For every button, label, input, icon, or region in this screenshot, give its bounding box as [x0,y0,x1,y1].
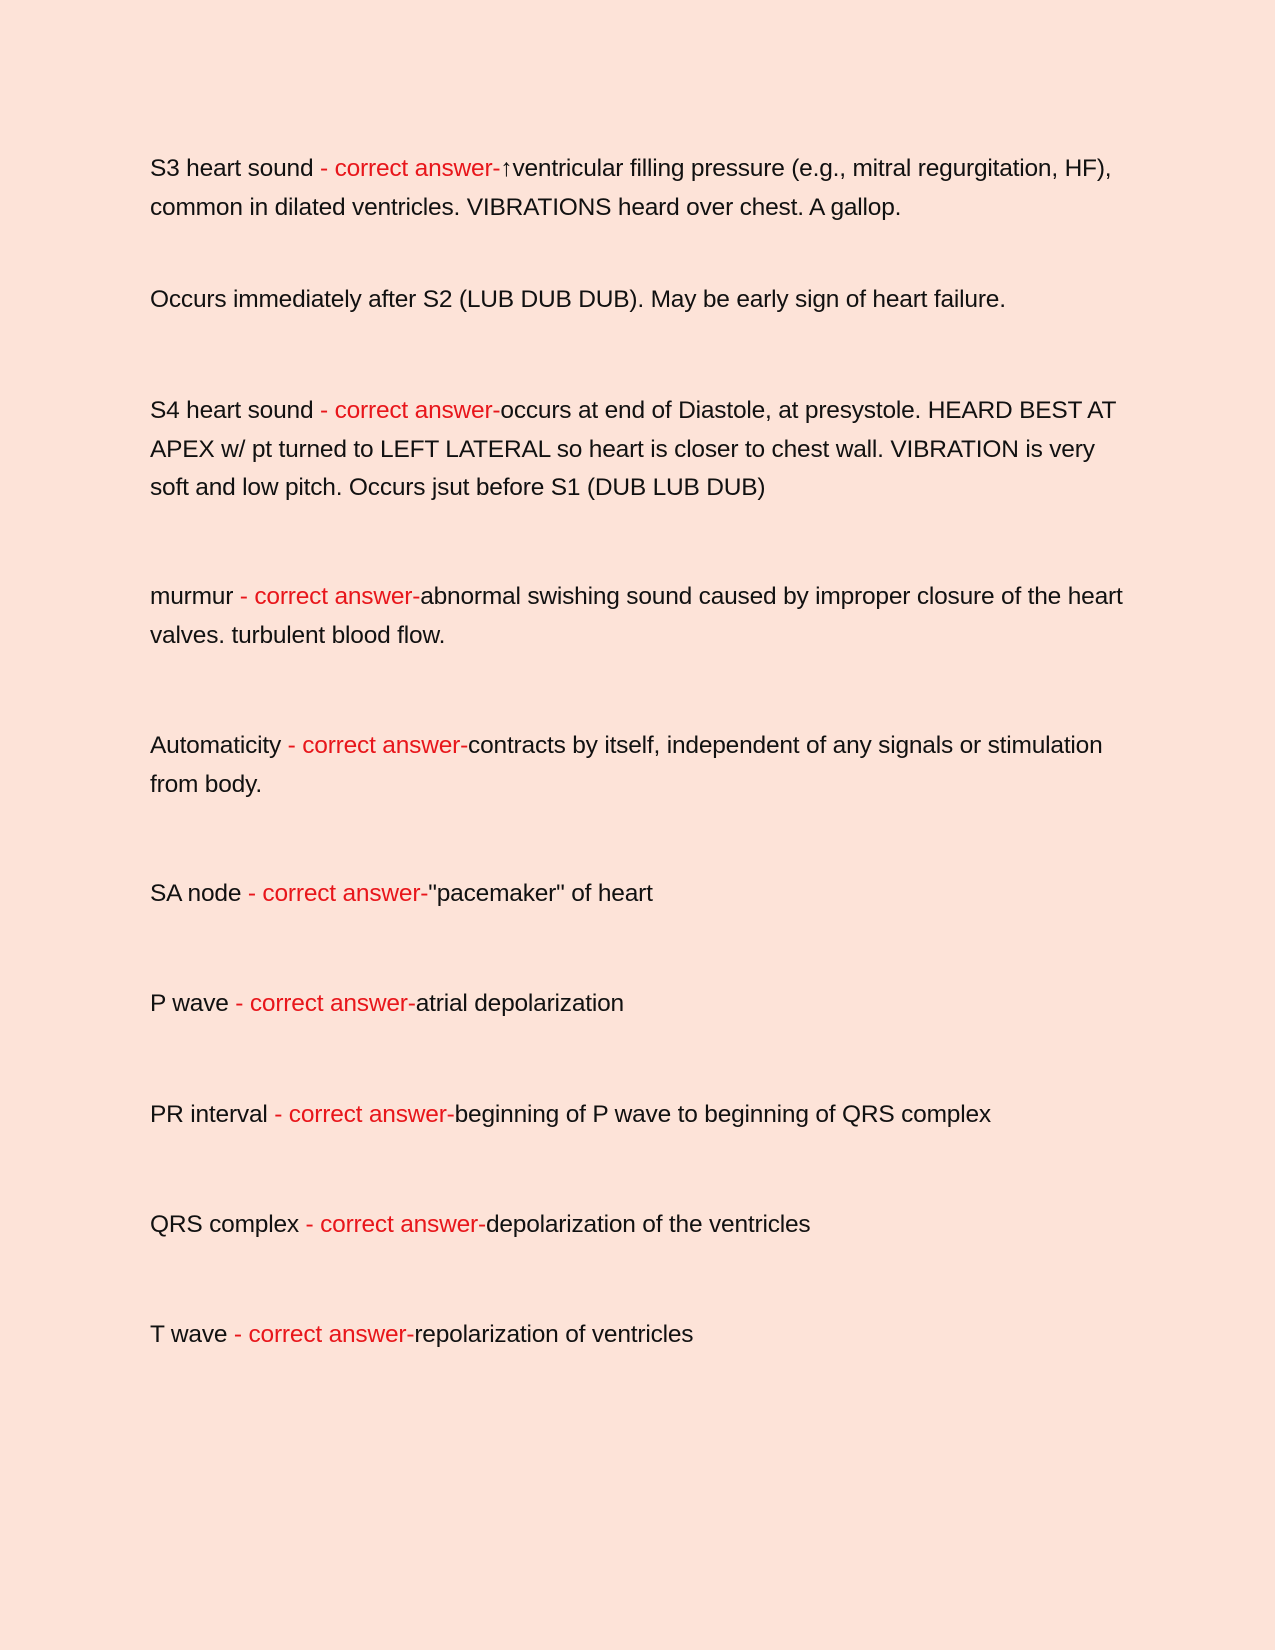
entry-term: SA node [150,880,242,907]
entry-term: S3 heart sound [150,155,314,182]
entry-definition: abnormal swishing sound caused by improper closure of the heart valves. turbulent blood flow. [150,583,1123,649]
answer-separator: - correct answer- [298,1211,486,1238]
answer-separator: - correct answer- [227,1321,415,1348]
entry-definition: contracts by itself, independent of any signals or stimulation from body. [150,732,1103,798]
entry-term: QRS complex [150,1211,299,1238]
entry-definition: occurs at end of Diastole, at presystole. HEARD BEST AT APEX w/ pt turned to LEFT LATERAL so heart is closer to chest wall. VIBRATION is very soft and low pitch. Occurs jsut before S1 (DUB LUB DUB) [150,397,1116,501]
entry-term: T wave [150,1321,228,1348]
entry-definition-continued: Occurs immediately after S2 (LUB DUB DUB). May be early sign of heart failure. [150,286,1006,313]
entry-qrs-complex [150,1206,1135,1245]
entry-s3-heart-sound [150,150,1135,227]
answer-separator: - correct answer- [267,1101,455,1128]
entry-definition: ↑ventricular filling pressure (e.g., mitral regurgitation, HF), common in dilated ventricles. VIBRATIONS heard over chest. A gallop. [150,155,1112,221]
entry-murmur [150,578,1135,655]
answer-separator: - correct answer- [228,990,416,1017]
entry-term: Automaticity [150,732,282,759]
answer-separator: - correct answer- [233,583,421,610]
entry-s3-extra [150,281,1135,320]
entry-term: PR interval [150,1101,268,1128]
entry-definition: repolarization of ventricles [414,1321,694,1348]
entry-term: P wave [150,990,229,1017]
answer-separator: - correct answer- [313,397,501,424]
entry-definition: beginning of P wave to beginning of QRS complex [454,1101,991,1128]
answer-separator: - correct answer- [241,880,429,907]
entry-term: S4 heart sound [150,397,314,424]
answer-separator: - correct answer- [313,155,501,182]
entry-definition: "pacemaker" of heart [428,880,653,907]
entry-s4-heart-sound [150,392,1135,508]
entry-term: murmur [150,583,234,610]
entry-automaticity [150,727,1135,804]
entry-pr-interval [150,1096,1135,1135]
entry-p-wave [150,985,1135,1024]
entry-t-wave [150,1316,1135,1355]
answer-separator: - correct answer- [281,732,469,759]
entry-definition: atrial depolarization [415,990,624,1017]
entry-definition: depolarization of the ventricles [485,1211,811,1238]
entry-sa-node [150,875,1135,914]
